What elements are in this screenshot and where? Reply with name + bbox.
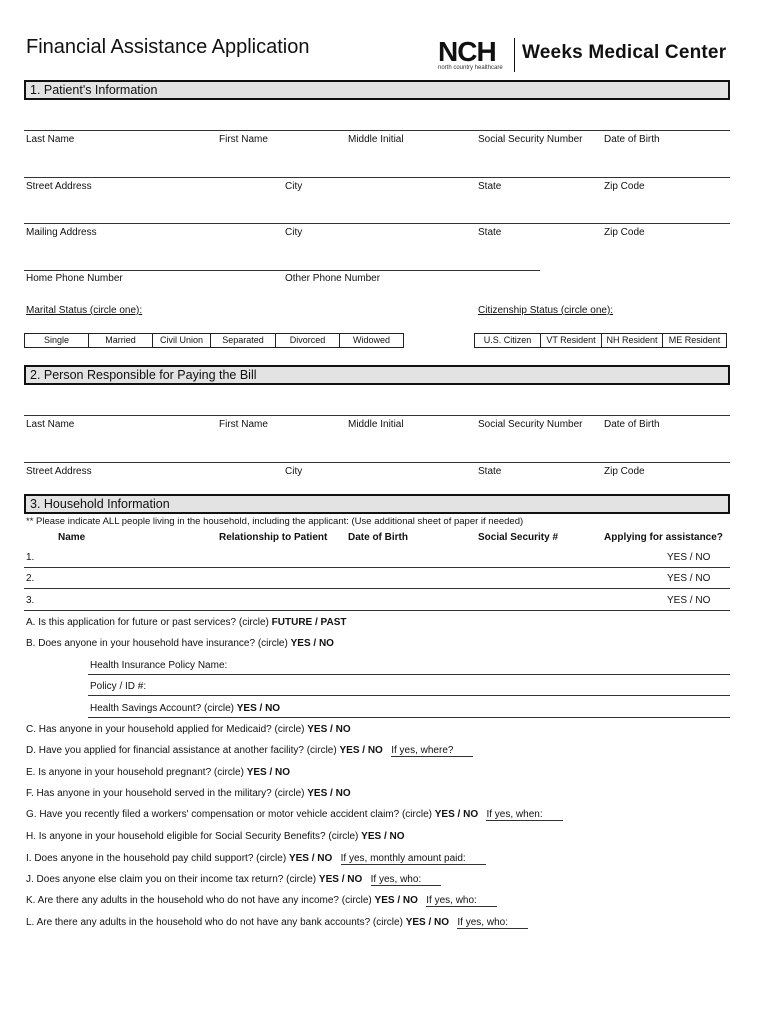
header-name: Name — [58, 532, 86, 543]
question-i-text: I. Does anyone in the household pay child support? (circle) — [26, 853, 289, 864]
question-j — [26, 874, 441, 885]
question-c-text: C. Has anyone in your household applied for Medicaid? (circle) — [26, 724, 308, 735]
section-household: 3. Household Information — [24, 494, 730, 514]
question-k — [26, 895, 497, 906]
household-note: ** Please indicate ALL people living in the household, including the applicant: (Use additional sheet of paper if needed) — [26, 516, 524, 527]
line-responsible-name[interactable] — [24, 415, 730, 416]
marital-options — [24, 333, 403, 348]
question-l-text: L. Are there any adults in the household who do not have any bank accounts? (circle) — [26, 917, 406, 928]
question-b-policy-id: Policy / ID #: — [90, 681, 147, 692]
label-rp-first-name: First Name — [219, 419, 268, 430]
header-ssn: Social Security # — [478, 532, 559, 543]
label-street: Street Address — [26, 181, 92, 192]
question-f-choice[interactable]: YES / NO — [307, 788, 351, 799]
line-household-row-1[interactable] — [24, 567, 730, 568]
option-separated[interactable]: Separated — [210, 333, 276, 348]
line-policy-name[interactable] — [88, 674, 730, 675]
label-rp-zip: Zip Code — [604, 466, 645, 477]
section-responsible-party: 2. Person Responsible for Paying the Bill — [24, 365, 730, 385]
question-h-text: H. Is anyone in your household eligible for Social Security Benefits? (circle) — [26, 831, 362, 842]
label-rp-middle-initial: Middle Initial — [348, 419, 404, 430]
question-h-choice[interactable]: YES / NO — [361, 831, 405, 842]
question-b-text: B. Does anyone in your household have insurance? (circle) — [26, 638, 291, 649]
header-dob: Date of Birth — [348, 532, 408, 543]
label-state: State — [478, 181, 502, 192]
household-row-2-yn[interactable]: YES / NO — [667, 573, 711, 584]
question-k-choice[interactable]: YES / NO — [374, 895, 418, 906]
question-d — [26, 745, 473, 756]
option-me-resident[interactable]: ME Resident — [662, 333, 727, 348]
label-home-phone: Home Phone Number — [26, 273, 123, 284]
label-rp-last-name: Last Name — [26, 419, 75, 430]
question-l-followup[interactable]: If yes, who: — [457, 917, 528, 929]
label-mailing: Mailing Address — [26, 227, 97, 238]
question-j-choice[interactable]: YES / NO — [318, 874, 363, 885]
question-g-followup[interactable]: If yes, when: — [486, 809, 562, 821]
line-household-row-2[interactable] — [24, 588, 730, 589]
question-e-text: E. Is anyone in your household pregnant? (circle) — [26, 767, 247, 778]
label-rp-city: City — [285, 466, 303, 477]
question-g-text: G. Have you recently filed a workers' compensation or motor vehicle accident claim? (circle) — [26, 809, 435, 820]
household-row-2-num: 2. — [26, 573, 35, 584]
question-f — [26, 788, 351, 799]
logo-name: Weeks Medical Center — [522, 42, 727, 63]
label-rp-dob: Date of Birth — [604, 419, 660, 430]
question-k-text: K. Are there any adults in the household who do not have any income? (circle) — [26, 895, 375, 906]
question-g — [26, 809, 563, 820]
label-mailing-state: State — [478, 227, 502, 238]
option-us-citizen[interactable]: U.S. Citizen — [474, 333, 541, 348]
label-citizenship-status: Citizenship Status (circle one): — [478, 305, 614, 316]
logo-divider — [514, 38, 515, 72]
label-rp-ssn: Social Security Number — [478, 419, 583, 430]
logo-mark: NCH — [438, 36, 496, 67]
question-d-followup[interactable]: If yes, where? — [391, 745, 473, 757]
label-rp-state: State — [478, 466, 502, 477]
question-b-hsa-text: Health Savings Account? (circle) — [90, 703, 237, 714]
question-a-text: A. Is this application for future or past services? (circle) — [26, 617, 272, 628]
label-first-name: First Name — [219, 134, 268, 145]
question-a — [26, 617, 346, 628]
household-row-1-num: 1. — [26, 552, 35, 563]
option-vt-resident[interactable]: VT Resident — [540, 333, 602, 348]
option-widowed[interactable]: Widowed — [339, 333, 404, 348]
question-j-followup[interactable]: If yes, who: — [371, 874, 442, 886]
label-rp-street: Street Address — [26, 466, 92, 477]
section-patient-info: 1. Patient's Information — [24, 80, 730, 100]
label-zip: Zip Code — [604, 181, 645, 192]
citizenship-options — [474, 333, 726, 348]
option-divorced[interactable]: Divorced — [275, 333, 340, 348]
option-nh-resident[interactable]: NH Resident — [601, 333, 663, 348]
page-title: Financial Assistance Application — [26, 36, 310, 58]
question-e — [26, 767, 290, 778]
question-i-followup[interactable]: If yes, monthly amount paid: — [341, 853, 486, 865]
question-b-hsa-choice[interactable]: YES / NO — [236, 703, 281, 714]
household-row-1-yn[interactable]: YES / NO — [667, 552, 711, 563]
line-hsa — [88, 717, 730, 718]
question-d-choice[interactable]: YES / NO — [339, 745, 383, 756]
question-j-text: J. Does anyone else claim you on their income tax return? (circle) — [26, 874, 319, 885]
question-d-text: D. Have you applied for financial assistance at another facility? (circle) — [26, 745, 340, 756]
label-other-phone: Other Phone Number — [285, 273, 381, 284]
question-b-choice[interactable]: YES / NO — [290, 638, 334, 649]
logo-tagline: north country healthcare — [438, 65, 503, 71]
question-l — [26, 917, 528, 928]
question-h — [26, 831, 405, 842]
question-c — [26, 724, 351, 735]
question-g-choice[interactable]: YES / NO — [434, 809, 479, 820]
line-patient-phone[interactable] — [24, 270, 540, 271]
line-responsible-street[interactable] — [24, 462, 730, 463]
question-b-policy-name: Health Insurance Policy Name: — [90, 660, 228, 671]
header-applying: Applying for assistance? — [604, 532, 723, 543]
household-row-3-yn[interactable]: YES / NO — [667, 595, 711, 606]
label-dob: Date of Birth — [604, 134, 660, 145]
question-e-choice[interactable]: YES / NO — [246, 767, 291, 778]
label-mailing-zip: Zip Code — [604, 227, 645, 238]
question-a-choice[interactable]: FUTURE / PAST — [271, 617, 347, 628]
line-patient-street[interactable] — [24, 177, 730, 178]
option-single[interactable]: Single — [24, 333, 89, 348]
option-married[interactable]: Married — [88, 333, 153, 348]
header-relationship: Relationship to Patient — [219, 532, 328, 543]
option-civil-union[interactable]: Civil Union — [152, 333, 211, 348]
household-row-3-num: 3. — [26, 595, 35, 606]
question-k-followup[interactable]: If yes, who: — [426, 895, 497, 907]
question-b — [26, 638, 334, 649]
nch-logo — [438, 36, 728, 76]
label-middle-initial: Middle Initial — [348, 134, 404, 145]
question-c-choice[interactable]: YES / NO — [307, 724, 351, 735]
question-b-hsa — [90, 703, 280, 714]
line-household-row-3[interactable] — [24, 610, 730, 611]
label-city: City — [285, 181, 303, 192]
question-l-choice[interactable]: YES / NO — [405, 917, 450, 928]
label-marital-status: Marital Status (circle one): — [26, 305, 143, 316]
line-patient-name[interactable] — [24, 130, 730, 131]
label-ssn: Social Security Number — [478, 134, 583, 145]
line-patient-mailing[interactable] — [24, 223, 730, 224]
label-mailing-city: City — [285, 227, 303, 238]
question-i-choice[interactable]: YES / NO — [288, 853, 333, 864]
line-policy-id[interactable] — [88, 695, 730, 696]
question-i — [26, 853, 486, 864]
label-last-name: Last Name — [26, 134, 75, 145]
question-f-text: F. Has anyone in your household served in the military? (circle) — [26, 788, 308, 799]
